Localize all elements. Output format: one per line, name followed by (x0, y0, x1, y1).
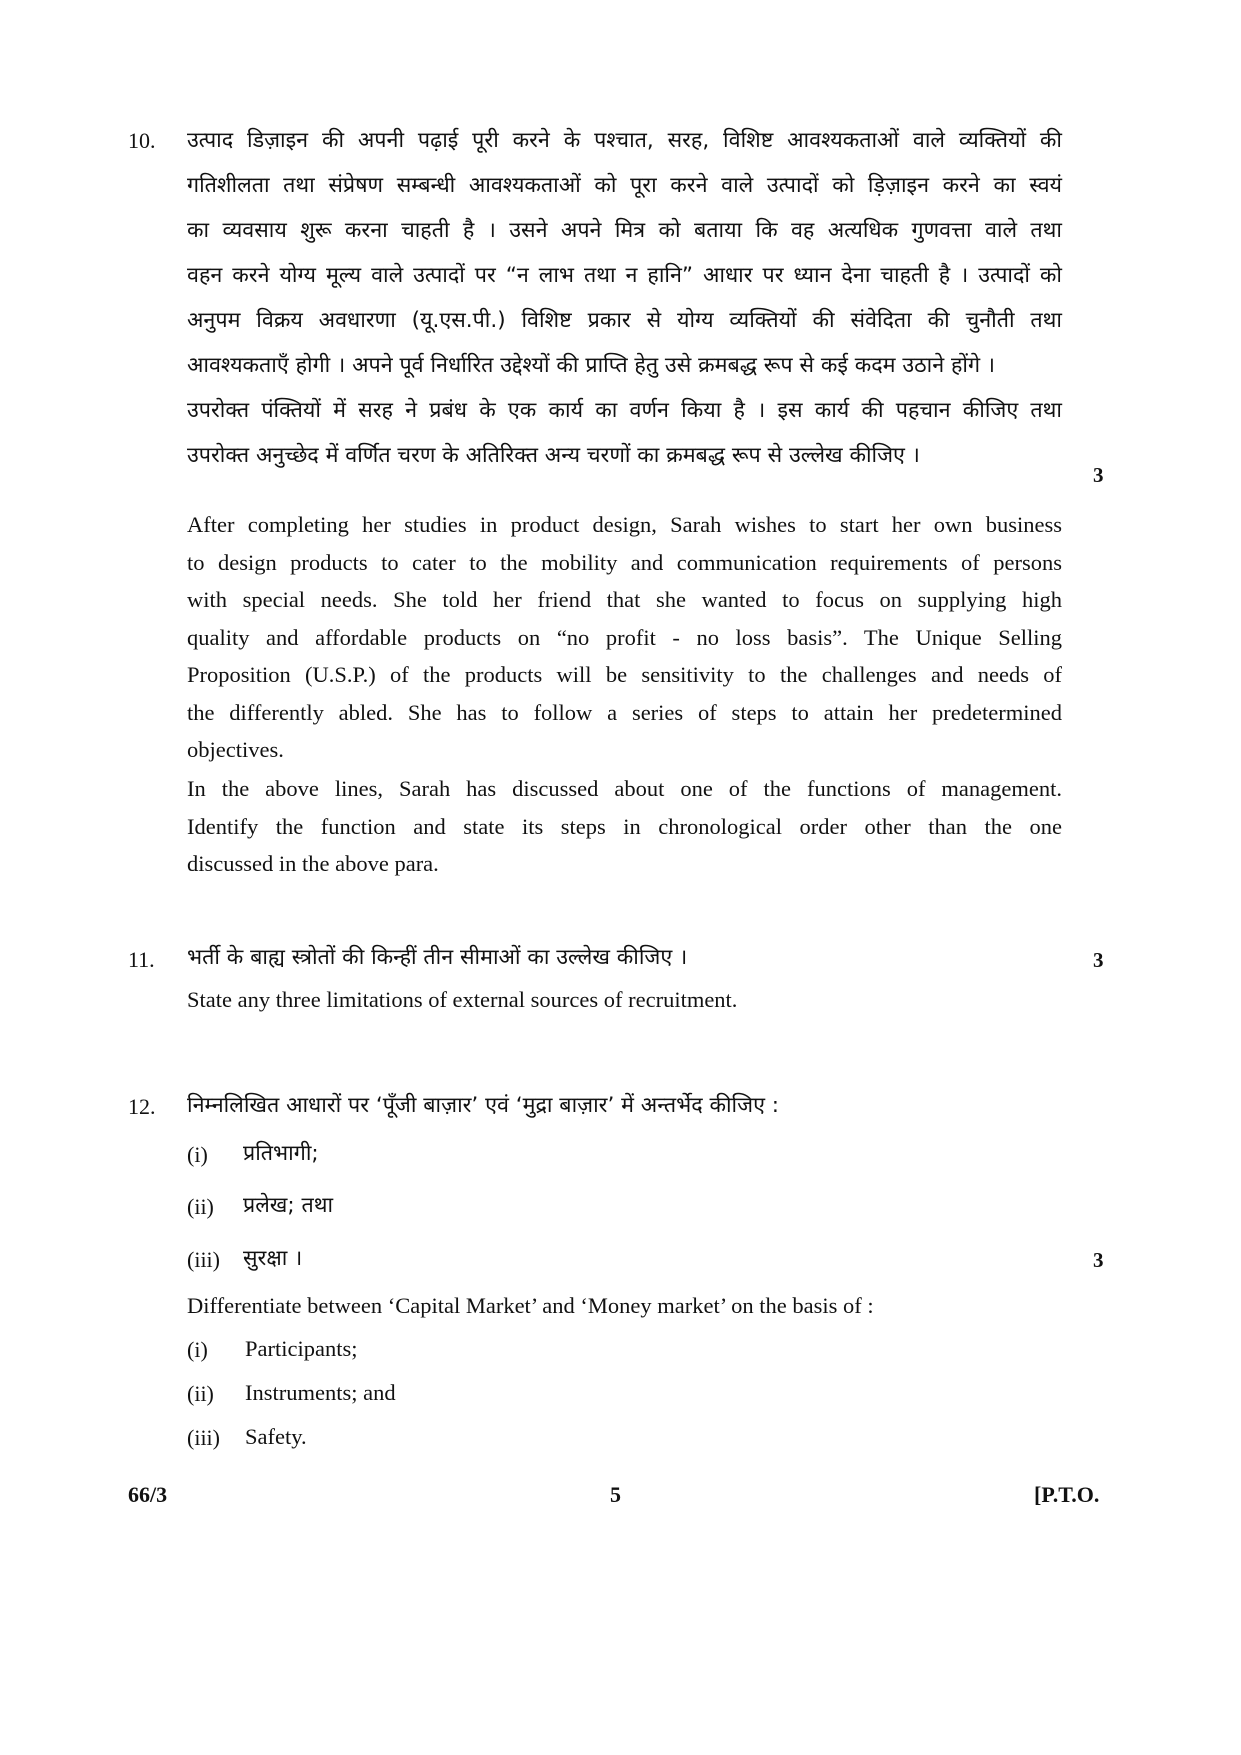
page-number: 5 (610, 1482, 621, 1507)
question-english-text: State any three limitations of external sources of recruitment. (187, 987, 738, 1012)
sub-item-number: (i) (187, 1142, 208, 1167)
sub-item-number: (iii) (187, 1247, 220, 1272)
english-line: discussed in the above para. (187, 851, 439, 876)
sub-item-hindi: प्रतिभागी; (243, 1141, 319, 1166)
english-line: quality and affordable products on “no profit - no loss basis”. The Unique Selling (187, 624, 1062, 650)
question-number: 12. (128, 1094, 156, 1119)
sub-item-hindi: प्रलेख; तथा (243, 1193, 334, 1218)
question-number: 10. (128, 128, 156, 153)
sub-item-number: (ii) (187, 1381, 214, 1406)
hindi-line: उत्पाद डिज़ाइन की अपनी पढ़ाई पूरी करने के पश्चात, सरह, विशिष्ट आवश्यकताओं वाले व्यक्तियों की (187, 128, 1062, 153)
english-line: the differently abled. She has to follow a series of steps to attain her predetermined (187, 699, 1062, 725)
sub-item-number: (iii) (187, 1425, 220, 1450)
hindi-line: आवश्यकताएँ होगी । अपने पूर्व निर्धारित उद्देश्यों की प्राप्ति हेतु उसे क्रमबद्ध रूप से कई कदम उठाने होंगे । (187, 353, 996, 378)
question-hindi-text (187, 118, 1062, 478)
english-line: Proposition (U.S.P.) of the products will be sensitivity to the challenges and needs of (187, 662, 1062, 687)
question-marks: 3 (1093, 948, 1104, 972)
english-line: with special needs. She told her friend that she wanted to focus on supplying high (187, 587, 1062, 612)
hindi-line: अनुपम विक्रय अवधारणा (यू.एस.पी.) विशिष्ट प्रकार से योग्य व्यक्तियों की संवेदिता की चुनौती तथा (187, 308, 1062, 333)
hindi-line: गतिशीलता तथा संप्रेषण सम्बन्धी आवश्यकताओं को पूरा करने वाले उत्पादों को ड़िज़ाइन करने का स्वयं (187, 173, 1062, 198)
sub-item-hindi: सुरक्षा । (243, 1246, 303, 1271)
question-number: 11. (128, 947, 155, 972)
english-line: objectives. (187, 737, 284, 762)
hindi-line: का व्यवसाय शुरू करना चाहती है । उसने अपने मित्र को बताया कि वह अत्यधिक गुणवत्ता वाले तथा (187, 218, 1062, 243)
question-marks: 3 (1093, 463, 1104, 487)
question-english-text (187, 506, 1062, 769)
sub-item-number: (ii) (187, 1194, 214, 1219)
question-english-instruction (187, 770, 1062, 883)
english-line: In the above lines, Sarah has discussed about one of the functions of management. (187, 776, 1062, 801)
english-line: to design products to cater to the mobility and communication requirements of persons (187, 549, 1062, 575)
hindi-line: वहन करने योग्य मूल्य वाले उत्पादों पर “न लाभ तथा न हानि” आधार पर ध्यान देना चाहती है । उत्पादों को (187, 263, 1062, 288)
question-english-text: Differentiate between ‘Capital Market’ and ‘Money market’ on the basis of : (187, 1293, 874, 1318)
sub-item-english: Safety. (245, 1424, 307, 1449)
paper-code: 66/3 (128, 1482, 168, 1507)
hindi-line: उपरोक्त अनुच्छेद में वर्णित चरण के अतिरिक्त अन्य चरणों का क्रमबद्ध रूप से उल्लेख कीजिए । (187, 443, 920, 468)
question-hindi-text: भर्ती के बाह्य स्त्रोतों की किन्हीं तीन सीमाओं का उल्लेख कीजिए । (187, 945, 688, 970)
question-marks: 3 (1093, 1248, 1104, 1272)
hindi-line: उपरोक्त पंक्तियों में सरह ने प्रबंध के एक कार्य का वर्णन किया है । इस कार्य की पहचान कीजिए तथा (187, 398, 1062, 423)
please-turn-over: [P.T.O. (1034, 1482, 1100, 1507)
question-hindi-text: निम्नलिखित आधारों पर ‘पूँजी बाज़ार’ एवं ‘मुद्रा बाज़ार’ में अन्तर्भेद कीजिए : (187, 1093, 780, 1118)
english-line: After completing her studies in product design, Sarah wishes to start her own business (187, 512, 1062, 537)
sub-item-english: Instruments; and (245, 1380, 396, 1405)
sub-item-english: Participants; (245, 1336, 358, 1361)
sub-item-number: (i) (187, 1337, 208, 1362)
english-line: Identify the function and state its steps in chronological order other than the one (187, 813, 1062, 839)
